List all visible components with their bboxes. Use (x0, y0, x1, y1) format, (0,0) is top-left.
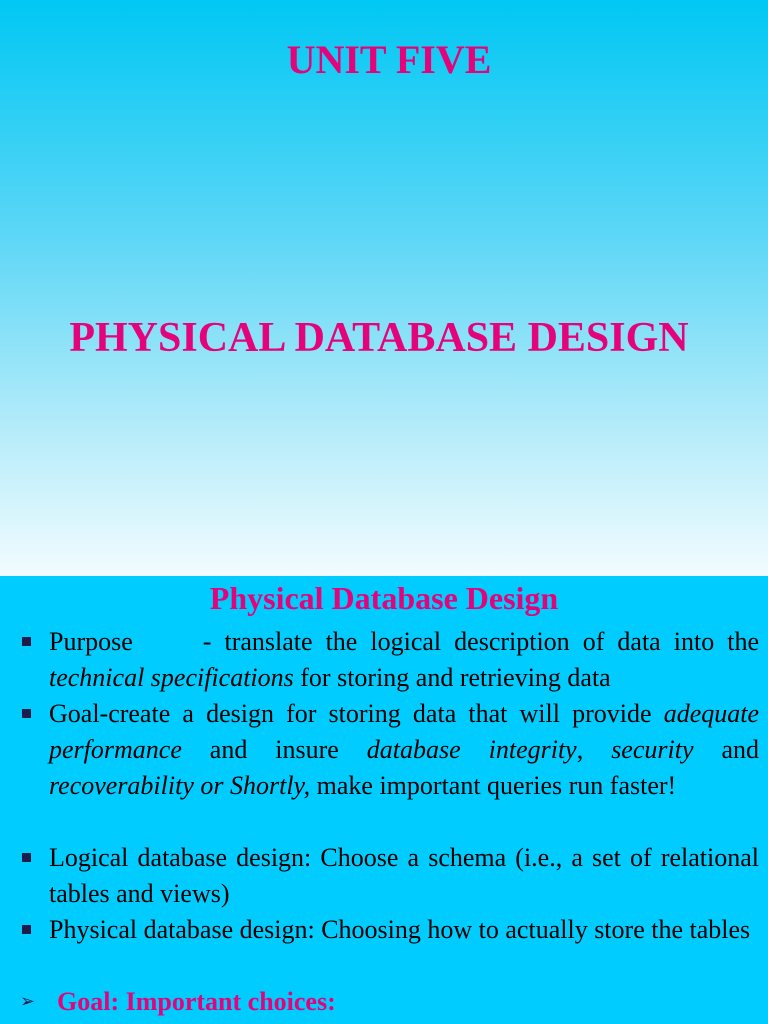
bullet-logical-design: Logical database design: Choose a schema (i.e., a set of relational tables and views) (49, 843, 759, 908)
bullet-purpose (49, 624, 759, 696)
goal-text-5: make important queries run faster! (310, 771, 677, 800)
purpose-lead: Purpose (49, 627, 133, 656)
arrow-bullet-icon: ➢ (20, 991, 36, 1012)
square-bullet-icon (22, 705, 36, 719)
goal-text-4: and (693, 735, 759, 764)
square-bullet-icon (22, 921, 36, 935)
square-bullet-icon (22, 849, 36, 863)
purpose-text-end: for storing and retrieving data (293, 663, 611, 692)
bullet-goal (49, 696, 759, 804)
purpose-italic: technical specifications (49, 663, 294, 692)
content-slide (0, 576, 768, 1024)
square-bullet-icon (22, 633, 36, 647)
goal-italic-performance: adequate performance (49, 699, 759, 764)
goal-text-2: and insure (181, 735, 367, 764)
slide-heading: Physical Database Design (209, 580, 559, 616)
main-title: PHYSICAL DATABASE DESIGN (69, 315, 689, 361)
goal-text: Goal-create a design for storing data that will provide (49, 699, 664, 728)
goal-heading: Goal: Important choices: (57, 987, 336, 1016)
goal-text-3: , (576, 735, 612, 764)
purpose-text: - translate the logical description of data into the (202, 627, 759, 656)
goal-italic-integrity: database integrity (366, 735, 577, 764)
goal-italic-security: security (611, 735, 694, 764)
goal-italic-recoverability: recoverability or Shortly, (49, 771, 311, 800)
bullet-physical-design: Physical database design: Choosing how to actually store the tables (49, 915, 751, 944)
unit-title: UNIT FIVE (286, 37, 492, 82)
